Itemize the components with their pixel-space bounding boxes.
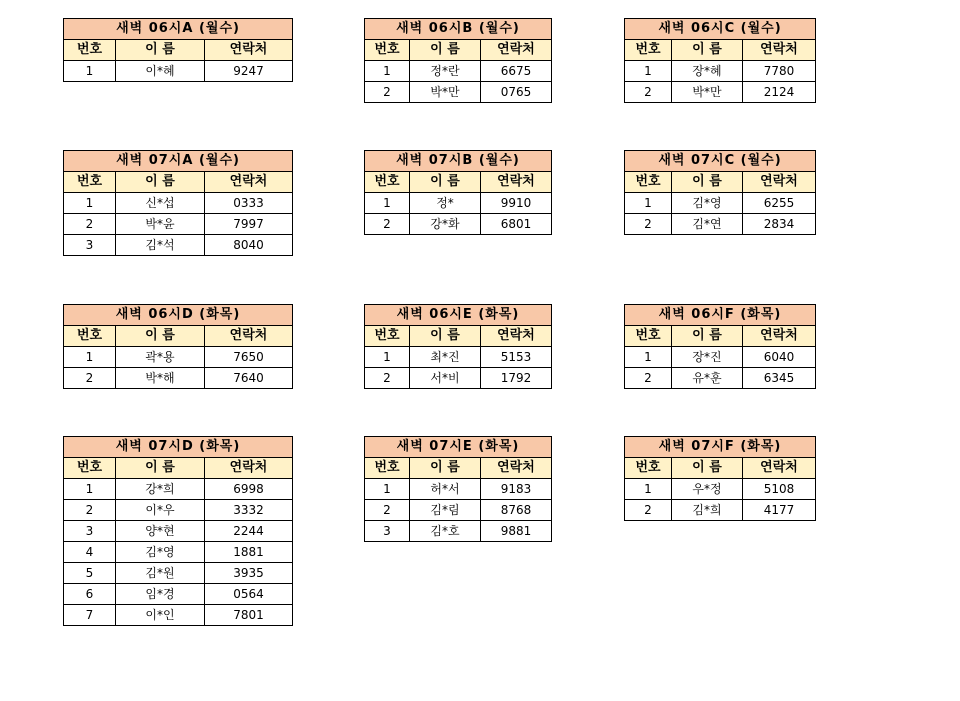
table-title: 새벽 06시B (월수) xyxy=(365,19,552,40)
table-title: 새벽 06시F (화목) xyxy=(625,305,816,326)
class-table xyxy=(364,18,552,103)
table-row xyxy=(625,347,816,368)
header-name: 이 름 xyxy=(116,40,205,61)
cell-name: 박*해 xyxy=(116,368,205,389)
cell-name: 최*진 xyxy=(410,347,481,368)
cell-number: 2 xyxy=(625,368,672,389)
cell-contact: 9247 xyxy=(205,61,293,82)
header-contact: 연락처 xyxy=(205,326,293,347)
table-row xyxy=(625,500,816,521)
table-row xyxy=(64,193,293,214)
header-name: 이 름 xyxy=(672,458,743,479)
cell-number: 1 xyxy=(365,61,410,82)
header-number: 번호 xyxy=(365,172,410,193)
table-row xyxy=(365,500,552,521)
table-row xyxy=(64,584,293,605)
cell-name: 우*정 xyxy=(672,479,743,500)
cell-name: 김*호 xyxy=(410,521,481,542)
header-number: 번호 xyxy=(64,40,116,61)
table-row xyxy=(64,542,293,563)
cell-contact: 9910 xyxy=(481,193,552,214)
cell-name: 김*림 xyxy=(410,500,481,521)
cell-number: 1 xyxy=(625,479,672,500)
cell-number: 1 xyxy=(64,193,116,214)
cell-contact: 3935 xyxy=(205,563,293,584)
cell-name: 정*란 xyxy=(410,61,481,82)
cell-contact: 7801 xyxy=(205,605,293,626)
cell-number: 6 xyxy=(64,584,116,605)
cell-name: 박*만 xyxy=(672,82,743,103)
header-number: 번호 xyxy=(64,326,116,347)
cell-contact: 2124 xyxy=(743,82,816,103)
header-contact: 연락처 xyxy=(743,172,816,193)
table-row xyxy=(64,214,293,235)
cell-name: 양*현 xyxy=(116,521,205,542)
cell-contact: 6040 xyxy=(743,347,816,368)
table-row xyxy=(64,479,293,500)
cell-number: 1 xyxy=(64,61,116,82)
table-row xyxy=(625,214,816,235)
cell-number: 7 xyxy=(64,605,116,626)
cell-name: 김*영 xyxy=(116,542,205,563)
header-name: 이 름 xyxy=(672,326,743,347)
header-number: 번호 xyxy=(365,458,410,479)
header-contact: 연락처 xyxy=(743,326,816,347)
cell-contact: 6675 xyxy=(481,61,552,82)
header-number: 번호 xyxy=(625,458,672,479)
table-row xyxy=(64,347,293,368)
cell-number: 1 xyxy=(625,61,672,82)
cell-contact: 9881 xyxy=(481,521,552,542)
header-name: 이 름 xyxy=(410,326,481,347)
cell-name: 이*인 xyxy=(116,605,205,626)
header-name: 이 름 xyxy=(410,40,481,61)
table-row xyxy=(64,605,293,626)
table-row xyxy=(365,193,552,214)
cell-name: 이*혜 xyxy=(116,61,205,82)
table-title: 새벽 06시C (월수) xyxy=(625,19,816,40)
table-row xyxy=(64,563,293,584)
cell-contact: 6801 xyxy=(481,214,552,235)
header-name: 이 름 xyxy=(672,40,743,61)
table-row xyxy=(365,479,552,500)
cell-number: 1 xyxy=(365,347,410,368)
table-row xyxy=(625,368,816,389)
class-table xyxy=(364,150,552,235)
table-row xyxy=(365,214,552,235)
cell-contact: 5153 xyxy=(481,347,552,368)
cell-name: 유*훈 xyxy=(672,368,743,389)
header-number: 번호 xyxy=(625,326,672,347)
header-contact: 연락처 xyxy=(205,458,293,479)
class-table xyxy=(63,18,293,82)
table-title: 새벽 07시E (화목) xyxy=(365,437,552,458)
cell-name: 서*비 xyxy=(410,368,481,389)
header-contact: 연락처 xyxy=(481,326,552,347)
class-table xyxy=(63,150,293,256)
cell-contact: 8040 xyxy=(205,235,293,256)
header-contact: 연락처 xyxy=(481,40,552,61)
cell-name: 박*만 xyxy=(410,82,481,103)
table-row xyxy=(64,521,293,542)
cell-contact: 6345 xyxy=(743,368,816,389)
cell-number: 1 xyxy=(625,347,672,368)
cell-number: 2 xyxy=(64,368,116,389)
table-row xyxy=(625,193,816,214)
header-contact: 연락처 xyxy=(743,458,816,479)
cell-name: 임*경 xyxy=(116,584,205,605)
table-title: 새벽 07시D (화목) xyxy=(64,437,293,458)
table-row xyxy=(365,368,552,389)
table-row xyxy=(365,347,552,368)
header-name: 이 름 xyxy=(116,458,205,479)
cell-contact: 6998 xyxy=(205,479,293,500)
cell-number: 2 xyxy=(625,214,672,235)
cell-name: 곽*용 xyxy=(116,347,205,368)
cell-contact: 1792 xyxy=(481,368,552,389)
class-table xyxy=(624,150,816,235)
table-row xyxy=(64,368,293,389)
cell-number: 1 xyxy=(365,193,410,214)
cell-contact: 0333 xyxy=(205,193,293,214)
table-row xyxy=(365,61,552,82)
cell-contact: 5108 xyxy=(743,479,816,500)
header-contact: 연락처 xyxy=(205,172,293,193)
header-number: 번호 xyxy=(365,326,410,347)
table-row xyxy=(64,500,293,521)
cell-contact: 3332 xyxy=(205,500,293,521)
cell-number: 3 xyxy=(64,235,116,256)
cell-number: 2 xyxy=(64,214,116,235)
class-table xyxy=(364,304,552,389)
cell-number: 1 xyxy=(365,479,410,500)
table-title: 새벽 06시A (월수) xyxy=(64,19,293,40)
class-table xyxy=(364,436,552,542)
cell-name: 정* xyxy=(410,193,481,214)
header-number: 번호 xyxy=(365,40,410,61)
cell-number: 2 xyxy=(64,500,116,521)
class-table xyxy=(624,436,816,521)
cell-number: 3 xyxy=(365,521,410,542)
header-contact: 연락처 xyxy=(743,40,816,61)
cell-contact: 7650 xyxy=(205,347,293,368)
cell-name: 장*혜 xyxy=(672,61,743,82)
cell-number: 3 xyxy=(64,521,116,542)
class-table xyxy=(624,304,816,389)
header-name: 이 름 xyxy=(672,172,743,193)
class-table xyxy=(624,18,816,103)
cell-name: 강*희 xyxy=(116,479,205,500)
cell-name: 이*우 xyxy=(116,500,205,521)
table-title: 새벽 07시A (월수) xyxy=(64,151,293,172)
header-number: 번호 xyxy=(625,172,672,193)
cell-contact: 8768 xyxy=(481,500,552,521)
cell-name: 김*연 xyxy=(672,214,743,235)
table-row xyxy=(625,479,816,500)
cell-contact: 7997 xyxy=(205,214,293,235)
cell-number: 1 xyxy=(625,193,672,214)
cell-contact: 7640 xyxy=(205,368,293,389)
cell-contact: 7780 xyxy=(743,61,816,82)
cell-number: 1 xyxy=(64,347,116,368)
header-name: 이 름 xyxy=(410,172,481,193)
table-row xyxy=(625,82,816,103)
cell-number: 1 xyxy=(64,479,116,500)
table-title: 새벽 06시E (화목) xyxy=(365,305,552,326)
header-number: 번호 xyxy=(625,40,672,61)
table-row xyxy=(625,61,816,82)
class-table xyxy=(63,304,293,389)
cell-name: 김*석 xyxy=(116,235,205,256)
cell-contact: 9183 xyxy=(481,479,552,500)
cell-contact: 6255 xyxy=(743,193,816,214)
cell-number: 2 xyxy=(625,82,672,103)
cell-contact: 0765 xyxy=(481,82,552,103)
table-title: 새벽 07시C (월수) xyxy=(625,151,816,172)
table-title: 새벽 06시D (화목) xyxy=(64,305,293,326)
table-row xyxy=(365,82,552,103)
table-title: 새벽 07시B (월수) xyxy=(365,151,552,172)
header-number: 번호 xyxy=(64,458,116,479)
header-contact: 연락처 xyxy=(481,172,552,193)
cell-name: 김*영 xyxy=(672,193,743,214)
cell-name: 김*원 xyxy=(116,563,205,584)
cell-contact: 1881 xyxy=(205,542,293,563)
cell-name: 장*진 xyxy=(672,347,743,368)
cell-number: 2 xyxy=(365,368,410,389)
header-contact: 연락처 xyxy=(205,40,293,61)
cell-name: 김*희 xyxy=(672,500,743,521)
table-title: 새벽 07시F (화목) xyxy=(625,437,816,458)
class-table xyxy=(63,436,293,626)
table-row xyxy=(365,521,552,542)
table-row xyxy=(64,61,293,82)
cell-number: 2 xyxy=(365,214,410,235)
cell-contact: 2244 xyxy=(205,521,293,542)
cell-number: 5 xyxy=(64,563,116,584)
cell-name: 박*윤 xyxy=(116,214,205,235)
header-number: 번호 xyxy=(64,172,116,193)
cell-number: 2 xyxy=(365,500,410,521)
cell-name: 신*섭 xyxy=(116,193,205,214)
header-contact: 연락처 xyxy=(481,458,552,479)
cell-contact: 4177 xyxy=(743,500,816,521)
header-name: 이 름 xyxy=(116,326,205,347)
header-name: 이 름 xyxy=(410,458,481,479)
cell-number: 2 xyxy=(625,500,672,521)
cell-number: 2 xyxy=(365,82,410,103)
cell-name: 허*서 xyxy=(410,479,481,500)
cell-contact: 2834 xyxy=(743,214,816,235)
cell-contact: 0564 xyxy=(205,584,293,605)
cell-number: 4 xyxy=(64,542,116,563)
header-name: 이 름 xyxy=(116,172,205,193)
table-row xyxy=(64,235,293,256)
cell-name: 강*화 xyxy=(410,214,481,235)
